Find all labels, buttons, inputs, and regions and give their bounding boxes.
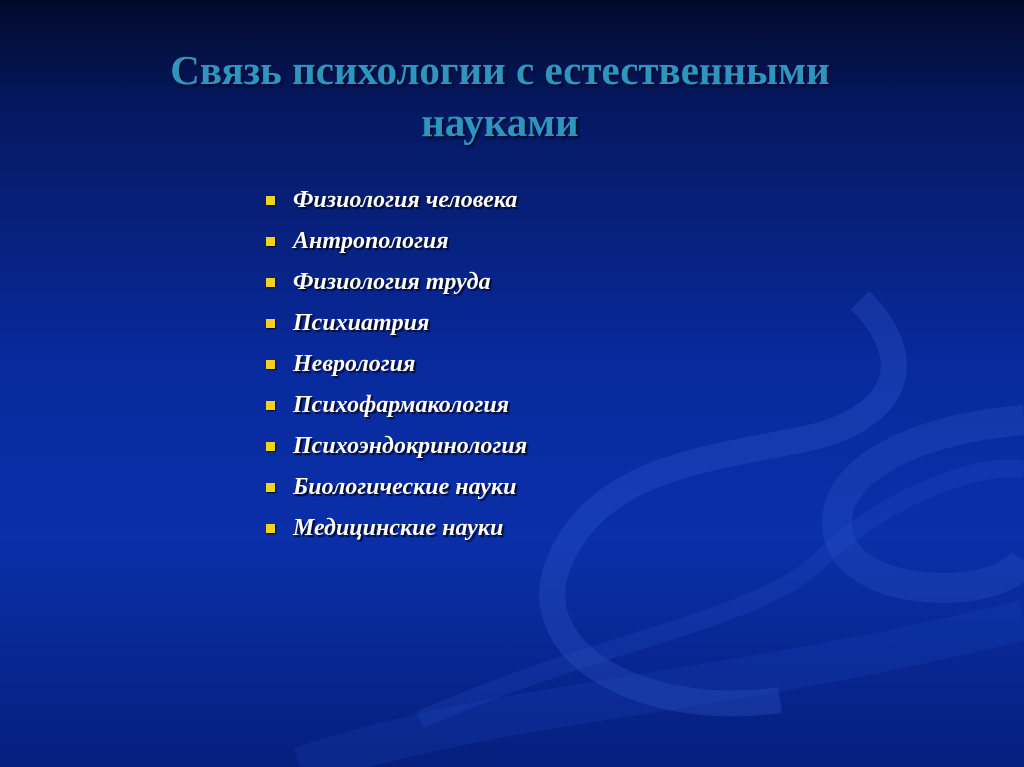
slide-title-line-1: Связь психологии с естественными bbox=[170, 47, 830, 93]
square-bullet-icon bbox=[266, 237, 275, 246]
list-item-label: Биологические науки bbox=[293, 474, 517, 500]
square-bullet-icon bbox=[266, 278, 275, 287]
list-item-label: Антропология bbox=[293, 228, 449, 254]
list-item-medical-sciences bbox=[266, 508, 527, 549]
list-item-psychopharmacology bbox=[266, 385, 527, 426]
list-item-label: Медицинские науки bbox=[293, 515, 504, 541]
square-bullet-icon bbox=[266, 360, 275, 369]
square-bullet-icon bbox=[266, 401, 275, 410]
list-item-psychoendocrinology bbox=[266, 426, 527, 467]
list-item-anthropology bbox=[266, 221, 527, 262]
list-item-label: Психофармакология bbox=[293, 392, 510, 418]
slide-title bbox=[60, 44, 940, 148]
list-item-physiology bbox=[266, 180, 527, 221]
slide-title-line-2: науками bbox=[421, 99, 579, 145]
list-item-labor-physiology bbox=[266, 262, 527, 303]
square-bullet-icon bbox=[266, 196, 275, 205]
list-item-psychiatry bbox=[266, 303, 527, 344]
list-item-label: Психиатрия bbox=[293, 310, 430, 336]
list-item-biological-sciences bbox=[266, 467, 527, 508]
list-item-label: Психоэндокринология bbox=[293, 433, 528, 459]
square-bullet-icon bbox=[266, 524, 275, 533]
list-item-neurology bbox=[266, 344, 527, 385]
square-bullet-icon bbox=[266, 442, 275, 451]
list-item-label: Неврология bbox=[293, 351, 416, 377]
list-item-label: Физиология труда bbox=[293, 269, 491, 295]
list-item-label: Физиология человека bbox=[293, 187, 518, 213]
square-bullet-icon bbox=[266, 483, 275, 492]
sciences-list bbox=[266, 180, 527, 549]
square-bullet-icon bbox=[266, 319, 275, 328]
